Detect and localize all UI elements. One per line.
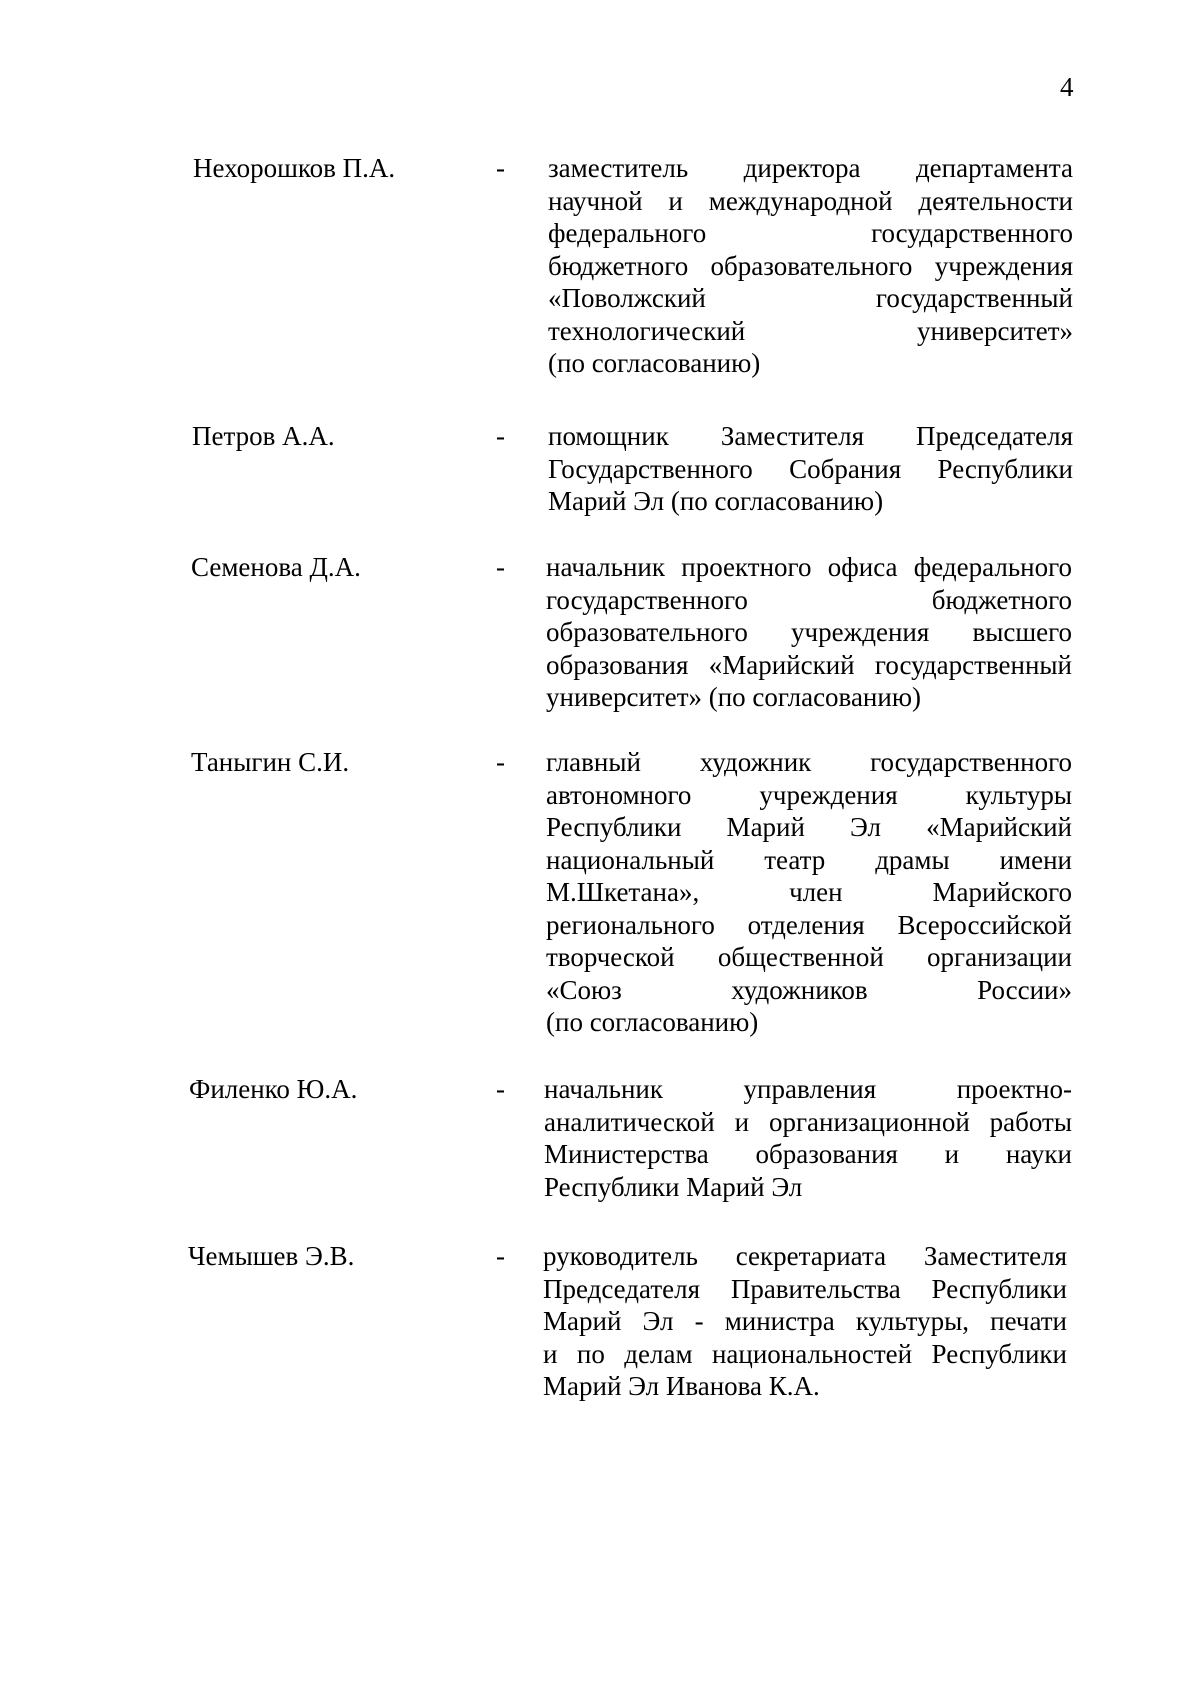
position-line: (по согласованию) [548,348,761,378]
member-name: Петров А.А. [192,421,335,451]
position-line: национальный театр драмы имени [546,844,1072,875]
position-line: Марий Эл (по согласованию) [548,486,884,516]
position-line: Государственного Собрания Республики [548,453,1073,484]
position-line: «Поволжский государственный [548,283,1073,313]
position-line: технологический университет» [548,315,1073,346]
position-line: начальник управления проектно- [544,1074,1072,1104]
position-line: образовательного учреждения высшего [546,617,1072,647]
position-line: руководитель секретариата Заместителя [543,1241,1067,1271]
position-line: и по делам национальностей Республики [543,1338,1067,1369]
member-dash: - [496,747,505,777]
member-position [546,746,1072,1039]
position-line: университет» (по согласованию) [546,682,921,712]
position-line: аналитической и организационной работы [544,1106,1072,1137]
page-number: 4 [1060,72,1074,102]
position-line: образования «Марийский государственный [546,649,1072,680]
position-line: Республики Марий Эл [544,1171,803,1202]
member-position [548,152,1073,380]
member-dash: - [496,1074,505,1104]
position-line: регионального отделения Всероссийской [546,909,1072,940]
position-line: Председателя Правительства Республики [543,1273,1067,1304]
position-line: государственного бюджетного [546,584,1072,615]
position-line: М.Шкетана», член Марийского [546,877,1072,907]
member-name: Семенова Д.А. [191,552,361,582]
position-line: бюджетного образовательного учреждения [548,250,1073,281]
position-line: главный художник государственного [546,747,1072,777]
member-position [548,420,1073,518]
position-line: Республики Марий Эл «Марийский [546,812,1072,842]
member-position [543,1240,1067,1403]
member-position [544,1073,1072,1203]
member-name: Таныгин С.И. [191,747,350,777]
member-dash: - [496,1241,505,1271]
member-position [546,551,1072,714]
position-line: помощник Заместителя Председателя [548,421,1073,451]
position-line: автономного учреждения культуры [546,779,1072,810]
member-dash: - [496,153,505,183]
position-line: Марий Эл - министра культуры, печати [543,1306,1067,1336]
position-line: заместитель директора департамента [548,153,1073,183]
position-line: Министерства образования и науки [544,1139,1072,1169]
member-name: Филенко Ю.А. [189,1074,358,1104]
position-line: федерального государственного [548,218,1073,248]
member-dash: - [496,552,505,582]
position-line: творческой общественной организации [546,942,1072,972]
member-name: Нехорошков П.А. [193,153,396,183]
position-line: (по согласованию) [546,1007,759,1037]
member-name: Чемышев Э.В. [188,1241,355,1271]
position-line: научной и международной деятельности [548,185,1073,216]
position-line: Марий Эл Иванова К.А. [543,1371,820,1401]
position-line: начальник проектного офиса федерального [546,552,1072,582]
member-dash: - [496,421,505,451]
position-line: «Союз художников России» [546,974,1072,1005]
